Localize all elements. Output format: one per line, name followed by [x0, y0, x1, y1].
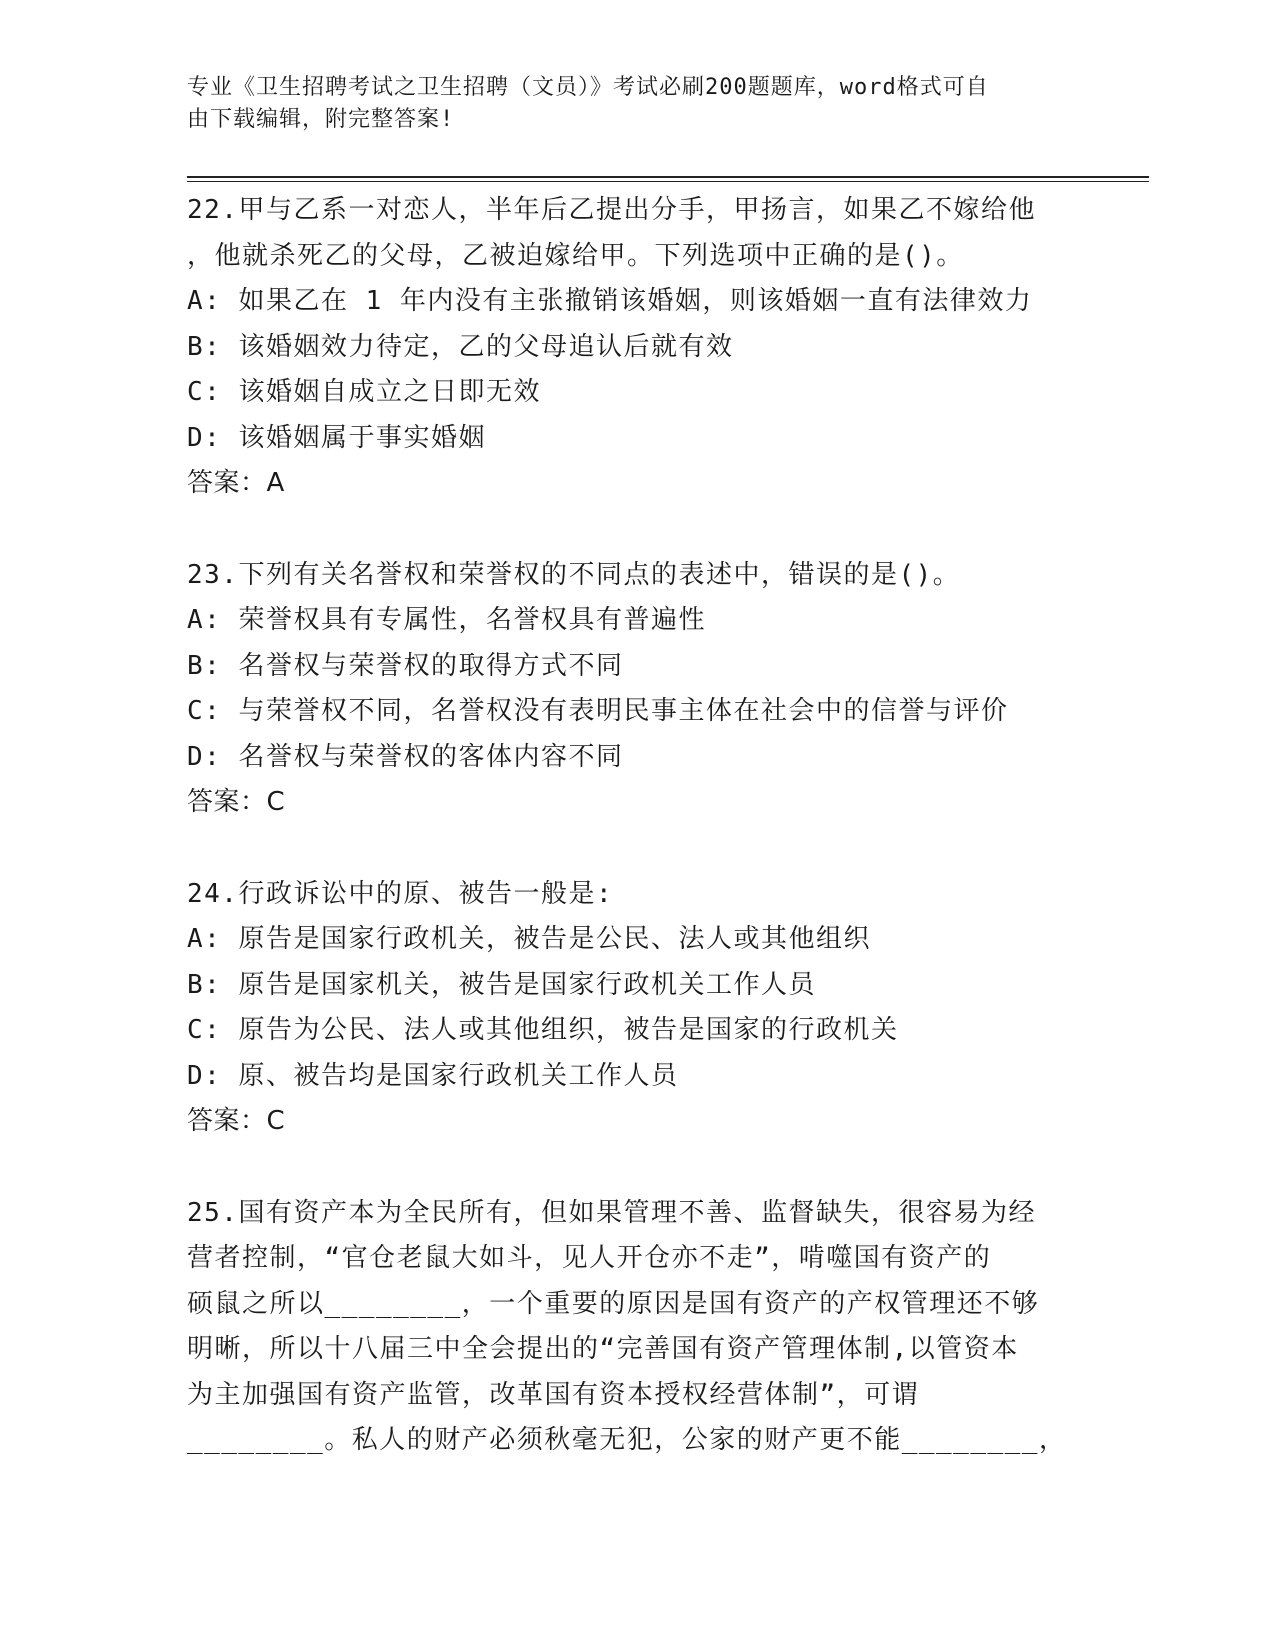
spacer: [187, 826, 1087, 872]
option-c: C: 与荣誉权不同，名誉权没有表明民事主体在社会中的信誉与评价: [187, 696, 1009, 726]
question-24: [187, 872, 1087, 1145]
question-list: [187, 188, 1087, 1464]
question-text-line: 硕鼠之所以________，一个重要的原因是国有资产的产权管理还不够: [187, 1288, 1040, 1319]
option-b: B: 该婚姻效力待定，乙的父母追认后就有效: [187, 331, 734, 362]
option-d: D: 名誉权与荣誉权的客体内容不同: [187, 741, 624, 772]
question-text-line: ________。私人的财产必须秋毫无犯，公家的财产更不能________，: [187, 1425, 1067, 1455]
question-text-line: 为主加强国有资产监管，改革国有资本授权经营体制”，可谓: [187, 1379, 920, 1410]
option-b: B: 原告是国家机关，被告是国家行政机关工作人员: [187, 969, 816, 1000]
question-text-line: ，他就杀死乙的父母，乙被迫嫁给甲。下列选项中正确的是()。: [187, 240, 964, 271]
header-line-1: 专业《卫生招聘考试之卫生招聘（文员）》考试必刷200题题库，word格式可自: [187, 75, 989, 100]
answer: 答案：C: [187, 787, 286, 817]
option-d: D: 该婚姻属于事实婚姻: [187, 422, 486, 453]
question-text-line: 营者控制，“官仓老鼠大如斗，见人开仓亦不走”，啃噬国有资产的: [187, 1243, 992, 1273]
question-text-line: 24.行政诉讼中的原、被告一般是:: [187, 878, 614, 909]
option-d: D: 原、被告均是国家行政机关工作人员: [187, 1060, 679, 1091]
option-a: A: 如果乙在 1 年内没有主张撤销该婚姻，则该婚姻一直有法律效力: [187, 286, 1033, 316]
option-a: A: 原告是国家行政机关，被告是公民、法人或其他组织: [187, 924, 871, 954]
answer: 答案：C: [187, 1106, 286, 1136]
header-line-2: 由下载编辑，附完整答案!: [187, 107, 455, 132]
option-b: B: 名誉权与荣誉权的取得方式不同: [187, 650, 624, 681]
header-divider-thick: [187, 176, 1149, 178]
question-text-line: 25.国有资产本为全民所有，但如果管理不善、监督缺失，很容易为经: [187, 1197, 1036, 1228]
option-c: C: 该婚姻自成立之日即无效: [187, 377, 541, 407]
question-25: [187, 1191, 1087, 1464]
question-text-line: 22.甲与乙系一对恋人，半年后乙提出分手，甲扬言，如果乙不嫁给他: [187, 195, 1036, 225]
header-divider-thin: [187, 181, 1149, 182]
document-header: [187, 72, 1067, 136]
question-23: [187, 553, 1087, 826]
answer: 答案：A: [187, 468, 285, 498]
question-text-line: 明晰，所以十八届三中全会提出的“完善国有资产管理体制,以管资本: [187, 1334, 1019, 1364]
question-22: [187, 188, 1087, 507]
option-a: A: 荣誉权具有专属性，名誉权具有普遍性: [187, 605, 706, 635]
spacer: [187, 1145, 1087, 1191]
spacer: [187, 507, 1087, 553]
question-text-line: 23.下列有关名誉权和荣誉权的不同点的表述中，错误的是()。: [187, 559, 961, 590]
option-c: C: 原告为公民、法人或其他组织，被告是国家的行政机关: [187, 1015, 899, 1045]
